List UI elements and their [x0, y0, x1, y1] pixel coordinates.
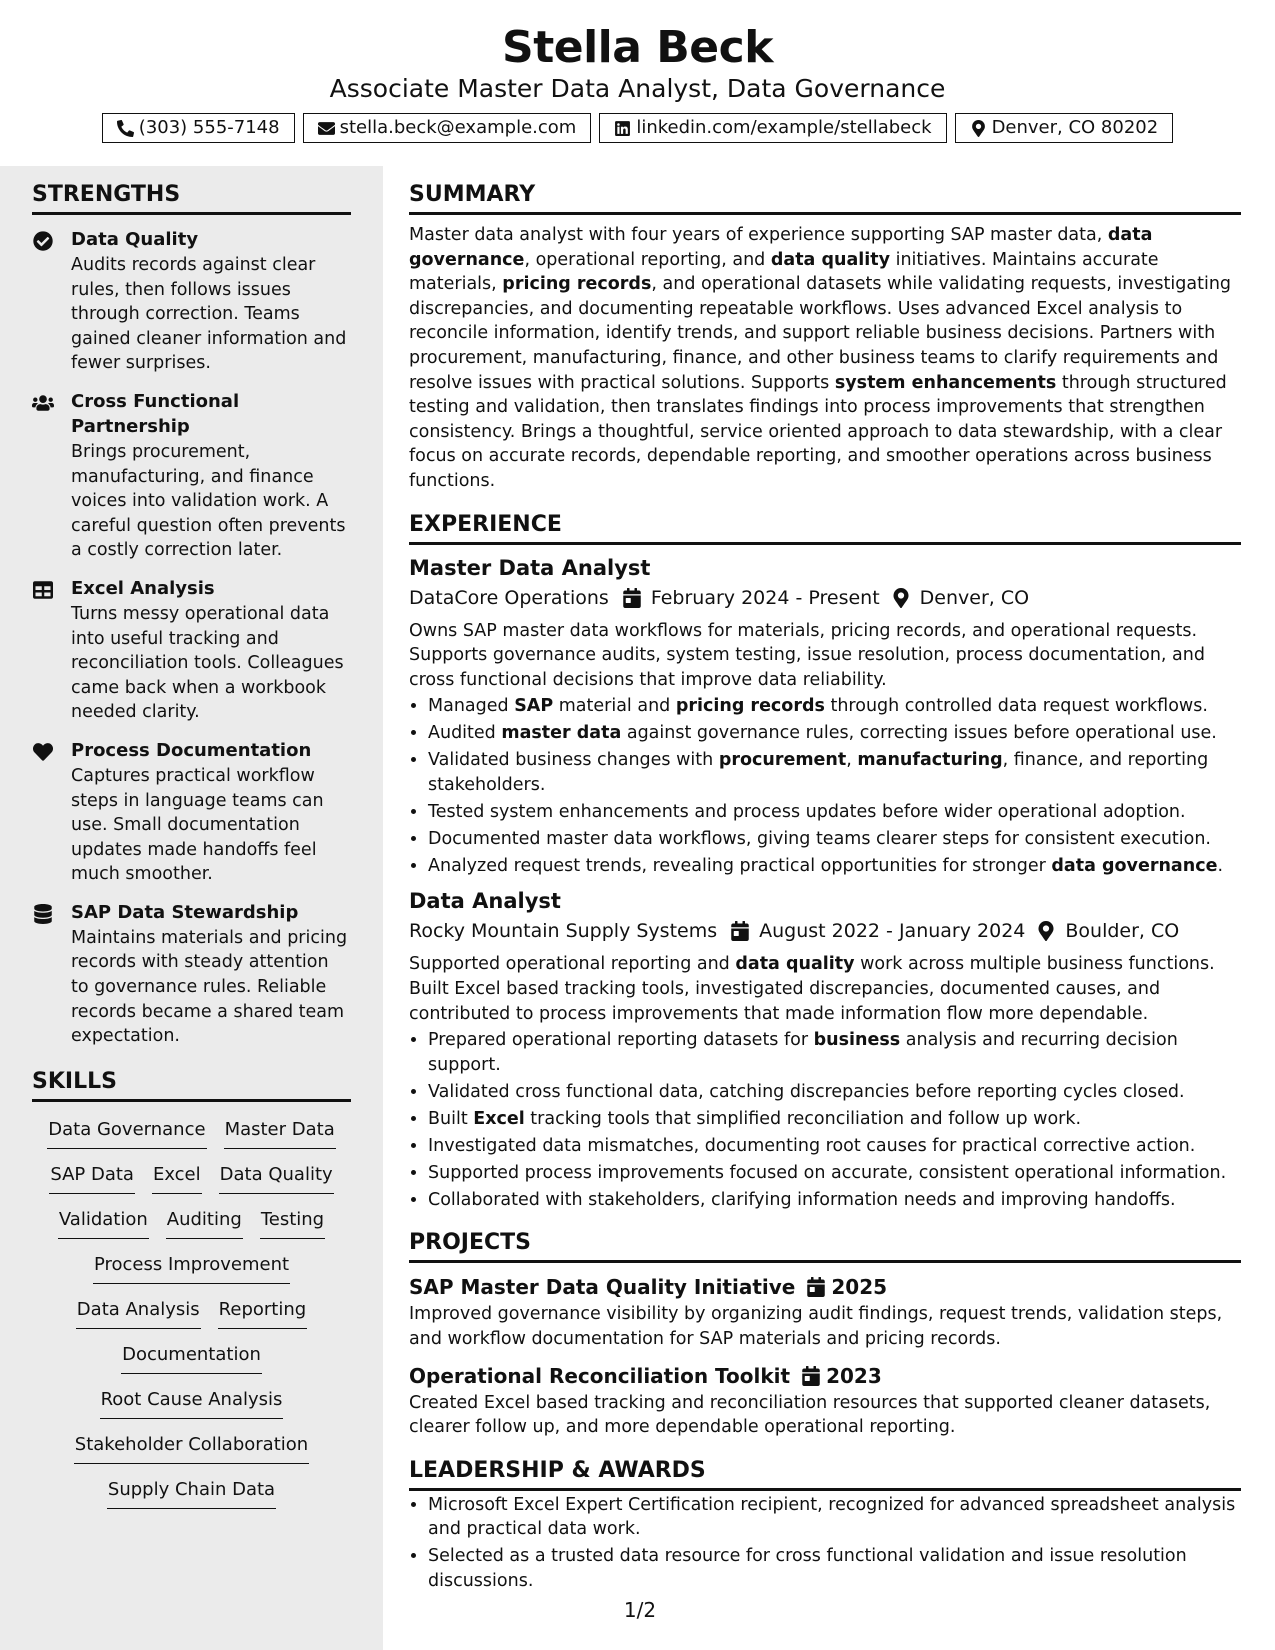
strength-item: [32, 389, 351, 563]
text-run: .: [1217, 855, 1224, 876]
skills-heading: SKILLS: [32, 1067, 351, 1102]
job-description: Owns SAP master data workflows for materials, pricing records, and operational requests. Supports governance audits, system testing, issue resolution, process documentation, and cross functional decisions that improve data reliability.: [409, 620, 1205, 690]
phone-icon: [117, 120, 134, 137]
resume-header: [0, 0, 1275, 166]
job-bullet: [428, 1134, 1241, 1159]
text-run: through controlled data request workflows.: [824, 696, 1208, 717]
awards-section: [409, 1456, 1241, 1594]
bold-keyword: pricing records: [675, 696, 825, 717]
awards-list: [409, 1493, 1241, 1594]
job-entry: [409, 553, 1241, 879]
page-number: 1/2: [623, 1598, 657, 1622]
skill-tag: SAP Data: [49, 1159, 135, 1194]
project-title: SAP Master Data Quality Initiative: [409, 1275, 796, 1300]
job-bullet: [428, 694, 1241, 719]
map-marker-icon: [892, 588, 910, 608]
strengths-heading: STRENGTHS: [32, 180, 351, 215]
calendar-icon: [731, 921, 749, 941]
table-icon: [32, 580, 54, 600]
text-run: initiatives. Maintains accurate materials,: [409, 249, 1159, 295]
strength-text: Captures practical workflow steps in language teams can use. Small documentation updates made handoffs feel much smoother.: [71, 765, 324, 885]
bold-keyword: Excel: [473, 1108, 525, 1129]
projects-heading: PROJECTS: [409, 1228, 1241, 1263]
strength-title: Process Documentation: [71, 739, 312, 761]
bold-keyword: manufacturing: [857, 750, 1003, 771]
job-company: Rocky Mountain Supply Systems: [409, 920, 718, 943]
job-bullet: [428, 1161, 1241, 1186]
text-run: analysis and recurring decision support.: [428, 1030, 1178, 1075]
projects-section: [409, 1228, 1241, 1439]
users-icon: [32, 393, 54, 413]
bold-keyword: master data: [501, 723, 622, 744]
bold-keyword: data governance: [409, 225, 1153, 270]
job-bullets: [409, 1028, 1241, 1212]
job-title: Master Data Analyst: [409, 555, 651, 580]
text-run: Documented master data workflows, giving teams clearer steps for consistent execution.: [428, 828, 1211, 849]
job-dates: August 2022 - January 2024: [759, 920, 1026, 943]
job-bullet: [428, 800, 1241, 825]
strength-item: [32, 900, 351, 1049]
database-icon: [32, 904, 54, 924]
strength-title: Excel Analysis: [71, 577, 215, 599]
job-location: Denver, CO: [919, 586, 1030, 609]
candidate-name: Stella Beck: [502, 22, 773, 73]
skill-row: [32, 1474, 351, 1519]
text-run: , and operational datasets while validating requests, investigating discrepancies, and documenting repeatable workflows. Uses advanced Excel analysis to reconcile information, identify trends, and support reliable business decisions. Partners with procurement, manufacturing, finance, and other business teams to clarify requirements and resolve issues with practical solutions. Supports: [409, 274, 1232, 393]
skill-tag: Excel: [152, 1159, 202, 1194]
contact-location[interactable]: [955, 113, 1174, 143]
skill-tag: Data Quality: [219, 1159, 334, 1194]
strength-text: Brings procurement, manufacturing, and finance voices into validation work. A careful question often prevents a costly correction later.: [71, 441, 346, 561]
project-title-row: [409, 1361, 1241, 1391]
text-run: , operational reporting, and: [524, 249, 771, 270]
skill-tag: Root Cause Analysis: [100, 1384, 284, 1419]
sidebar: [0, 166, 383, 1650]
text-run: against governance rules, correcting issues before operational use.: [621, 723, 1217, 744]
summary-text: [409, 223, 1241, 494]
job-meta: [409, 916, 1241, 946]
strength-item: [32, 576, 351, 725]
text-run: ,: [846, 750, 858, 771]
heart-icon: [32, 742, 54, 762]
text-run: Master data analyst with four years of experience supporting SAP master data,: [409, 225, 1108, 245]
contact-email[interactable]: [303, 113, 592, 143]
text-run: Collaborated with stakeholders, clarifying information needs and improving handoffs.: [428, 1189, 1176, 1210]
job-meta: [409, 583, 1241, 613]
contact-phone[interactable]: [102, 113, 295, 143]
calendar-icon: [623, 588, 641, 608]
text-run: Managed: [428, 696, 515, 717]
project-description: Created Excel based tracking and reconciliation resources that supported cleaner datasets, clearer follow up, and more dependable operational reporting.: [409, 1392, 1211, 1438]
candidate-title: Associate Master Data Analyst, Data Governance: [329, 74, 946, 103]
job-bullet: [428, 721, 1241, 746]
text-run: Validated business changes with: [428, 750, 719, 771]
award-item: • Microsoft Excel Expert Certification recipient, recognized for advanced spreadsheet analysis and practical data work.: [428, 1493, 1241, 1542]
skill-tag: Documentation: [121, 1339, 262, 1374]
skill-row: [32, 1339, 351, 1384]
contact-email-text: stella.beck@example.com: [339, 117, 577, 138]
job-bullets: [409, 694, 1241, 878]
skill-row: [32, 1114, 351, 1159]
strength-text: Turns messy operational data into useful tracking and reconciliation tools. Colleagues came back when a workbook needed clarity.: [71, 603, 344, 723]
skill-tag: Data Analysis: [76, 1294, 201, 1329]
bold-keyword: system enhancements: [834, 372, 1057, 393]
bold-keyword: procurement: [718, 750, 847, 771]
skill-row: [32, 1429, 351, 1474]
job-bullet: [428, 827, 1241, 852]
award-item: • Selected as a trusted data resource for cross functional validation and issue resolution discussions.: [428, 1544, 1241, 1593]
job-bullet: [428, 1080, 1241, 1105]
contact-linkedin-text: linkedin.com/example/stellabeck: [636, 117, 932, 138]
contact-location-text: Denver, CO 80202: [991, 117, 1159, 138]
job-location: Boulder, CO: [1065, 920, 1180, 943]
job-company: DataCore Operations: [409, 586, 609, 609]
skill-tag: Testing: [260, 1204, 325, 1239]
project-title: Operational Reconciliation Toolkit: [409, 1363, 791, 1388]
envelope-icon: [318, 120, 335, 137]
check-circle-icon: [32, 231, 54, 251]
experience-heading: EXPERIENCE: [409, 510, 1241, 545]
calendar-icon: [807, 1277, 825, 1297]
map-marker-icon: [1037, 921, 1055, 941]
text-run: , finance, and reporting stakeholders.: [428, 750, 1209, 795]
summary-section: [409, 180, 1241, 494]
job-bullet: [428, 1028, 1241, 1077]
skills-list: [32, 1114, 351, 1519]
text-run: tracking tools that simplified reconciliation and follow up work.: [524, 1108, 1082, 1129]
calendar-icon: [802, 1366, 820, 1386]
bold-keyword: data quality: [770, 249, 891, 270]
bold-keyword: pricing records: [502, 274, 652, 295]
contact-linkedin[interactable]: [599, 113, 946, 143]
skill-row: [32, 1294, 351, 1339]
skill-row: [32, 1159, 351, 1204]
awards-heading: LEADERSHIP & AWARDS: [409, 1456, 1241, 1491]
skill-tag: Master Data: [224, 1114, 336, 1149]
skill-tag: Auditing: [166, 1204, 243, 1239]
job-bullet: [428, 1188, 1241, 1213]
job-bullet: [428, 748, 1241, 797]
text-run: Prepared operational reporting datasets for: [428, 1030, 814, 1051]
strength-title: Data Quality: [71, 229, 199, 250]
bold-keyword: data governance: [1051, 855, 1218, 876]
job-dates: February 2024 - Present: [650, 586, 880, 609]
map-marker-icon: [970, 120, 987, 137]
text-run: Investigated data mismatches, documenting root causes for practical corrective action.: [428, 1135, 1196, 1156]
main-content: [409, 166, 1241, 1596]
skill-tag: Stakeholder Collaboration: [74, 1429, 309, 1464]
text-run: Built: [428, 1108, 474, 1129]
text-run: Audited: [428, 723, 502, 744]
text-run: work across multiple business functions. Built Excel based tracking tools, investigated discrepancies, documented causes, and contributed to process improvements that made information flow more dependable.: [409, 954, 1215, 1024]
text-run: material and: [553, 696, 676, 717]
skill-tag: Process Improvement: [93, 1249, 290, 1284]
strength-text: Maintains materials and pricing records with steady attention to governance rules. Reliable records became a shared team expectation.: [71, 927, 348, 1047]
contact-bar: [0, 113, 1275, 143]
job-entry: [409, 886, 1241, 1212]
strengths-list: [32, 227, 351, 1049]
skill-tag: Data Governance: [47, 1114, 206, 1149]
bold-keyword: SAP: [514, 696, 554, 717]
text-run: Tested system enhancements and process updates before wider operational adoption.: [428, 801, 1186, 822]
contact-phone-text: (303) 555-7148: [138, 117, 280, 138]
skill-row: [32, 1249, 351, 1294]
project-title-row: [409, 1272, 1241, 1302]
strength-item: [32, 227, 351, 376]
project-year: 2025: [831, 1275, 888, 1300]
skill-row: [32, 1384, 351, 1429]
strength-text: Audits records against clear rules, then follows issues through correction. Teams gained cleaner information and fewer surprises.: [71, 255, 347, 374]
skill-tag: Validation: [58, 1204, 149, 1239]
project-entry: [409, 1272, 1241, 1351]
linkedin-icon: [614, 120, 631, 137]
text-run: through structured testing and validation, then translates findings into process improvements that strengthen consistency. Brings a thoughtful, service oriented approach to data stewardship, with a clear focus on accurate records, dependable reporting, and smoother operations across business functions.: [409, 372, 1227, 491]
bold-keyword: data quality: [735, 954, 855, 975]
project-description: Improved governance visibility by organizing audit findings, request trends, validation steps, and workflow documentation for SAP materials and pricing records.: [409, 1304, 1223, 1349]
text-run: Analyzed request trends, revealing practical opportunities for stronger: [428, 855, 1052, 876]
job-bullet: [428, 854, 1241, 879]
experience-section: [409, 510, 1241, 1213]
skill-row: [32, 1204, 351, 1249]
bold-keyword: business: [813, 1030, 901, 1051]
project-entry: [409, 1361, 1241, 1440]
text-run: Validated cross functional data, catching discrepancies before reporting cycles closed.: [428, 1081, 1185, 1102]
skill-tag: Supply Chain Data: [107, 1474, 276, 1509]
strength-title: Cross Functional Partnership: [71, 390, 240, 437]
strength-title: SAP Data Stewardship: [71, 901, 299, 923]
summary-heading: SUMMARY: [409, 180, 1241, 215]
job-bullet: [428, 1107, 1241, 1132]
job-description: [409, 952, 1241, 1026]
project-year: 2023: [826, 1363, 882, 1388]
job-title: Data Analyst: [409, 889, 561, 914]
text-run: Supported operational reporting and: [409, 954, 736, 975]
text-run: Supported process improvements focused on accurate, consistent operational information.: [428, 1162, 1227, 1183]
skill-tag: Reporting: [218, 1294, 308, 1329]
strength-item: [32, 738, 351, 887]
